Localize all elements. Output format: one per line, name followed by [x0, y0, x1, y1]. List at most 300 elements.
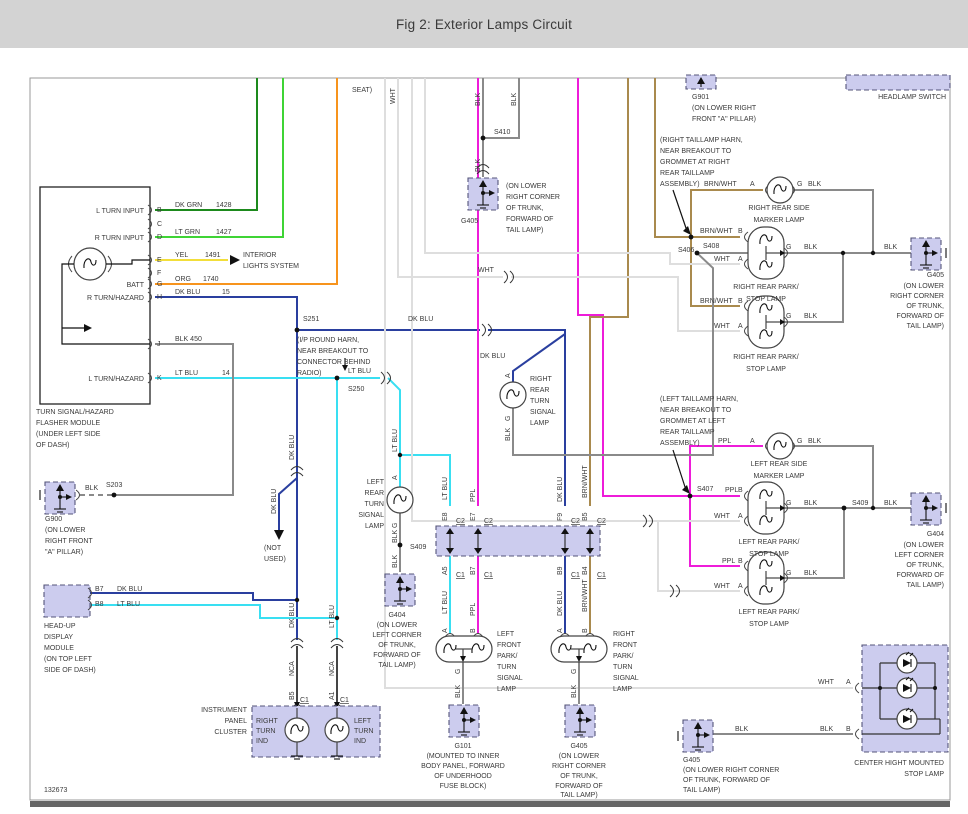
diagram-label: C	[157, 221, 163, 228]
ground-g404-right	[911, 493, 946, 525]
diagram-label: A	[557, 628, 564, 633]
diagram-label: C1	[340, 697, 349, 704]
diagram-label: OF TRUNK, FORWARD OF	[683, 777, 770, 784]
diagram-label: 1740	[203, 276, 219, 283]
splice-s406	[689, 235, 694, 240]
diagram-label: INSTRUMENT	[201, 707, 247, 714]
diagram-label: OF TRUNK,	[560, 773, 598, 780]
diagram-label: STOP LAMP	[746, 296, 786, 303]
diagram-label: R TURN/HAZARD	[86, 295, 144, 302]
diagram-label: LT BLU	[329, 604, 336, 628]
diagram-label: B	[846, 726, 851, 733]
diagram-label: OF TRUNK,	[378, 642, 416, 649]
diagram-label: (RIGHT TAILLAMP HARN,	[660, 137, 743, 144]
ground-g405-top	[468, 178, 498, 210]
diagram-label: 132673	[44, 787, 68, 794]
diagram-label: BLK	[455, 684, 462, 698]
diagram-label: LEFT	[497, 631, 515, 638]
diagram-label: BLK	[804, 570, 818, 577]
splice-s250	[335, 376, 340, 381]
diagram-label: G405	[683, 757, 701, 764]
diagram-label: G405	[461, 218, 479, 225]
diagram-label: G	[157, 281, 163, 288]
left-turn-indicator-bulb	[325, 718, 349, 742]
diagram-label: STOP LAMP	[749, 551, 789, 558]
diagram-label: 15	[222, 289, 230, 296]
diagram-label: LAMP	[364, 523, 384, 530]
diagram-label: TURN	[497, 664, 517, 671]
diagram-label: PARK/	[613, 653, 634, 660]
diagram-label: BATT	[126, 282, 144, 289]
diagram-label: FORWARD OF	[373, 652, 421, 659]
diagram-label: B8	[95, 601, 104, 608]
ground-g900	[40, 482, 80, 514]
diagram-label: BLK	[808, 181, 822, 188]
diagram-label: CLUSTER	[214, 729, 247, 736]
diagram-label: WHT	[714, 583, 730, 590]
diagram-label: (ON LOWER	[376, 622, 418, 629]
splice-s410	[481, 136, 486, 141]
diagram-label: S407	[697, 486, 714, 493]
diagram-label: LT BLU	[117, 601, 141, 608]
diagram-label: H	[157, 294, 163, 301]
diagram-label: IND	[256, 738, 269, 745]
diagram-label: WHT	[390, 88, 397, 104]
diagram-label: SIGNAL	[358, 512, 384, 519]
diagram-label: LT BLU	[175, 370, 199, 377]
diagram-label: DK BLU	[289, 434, 296, 460]
diagram-label: RADIO)	[297, 370, 322, 377]
diagram-label: PPL	[722, 558, 736, 565]
diagram-label: PARK/	[497, 653, 518, 660]
diagram-label: RIGHT	[256, 718, 278, 725]
diagram-label: B	[470, 628, 477, 633]
diagram-label: WHT	[478, 267, 494, 274]
diagram-label: S203	[106, 482, 123, 489]
diagram-label: A	[738, 513, 743, 520]
diagram-label: LEFT REAR PARK/	[738, 539, 800, 546]
diagram-label: WHT	[714, 513, 730, 520]
left-rear-side-marker-lamp	[767, 433, 793, 459]
diagram-label: D	[157, 234, 163, 241]
diagram-label: (ON LOWER	[903, 283, 944, 290]
diagram-label: A	[738, 256, 743, 263]
diagram-label: RIGHT	[613, 631, 635, 638]
interior-lights-arrow	[230, 255, 240, 265]
diagram-label: TURN	[364, 501, 384, 508]
diagram-label: S409	[852, 500, 869, 507]
diagram-label: MODULE	[44, 645, 74, 652]
diagram-label: G	[786, 244, 792, 251]
diagram-label: PANEL	[224, 718, 247, 725]
left-rear-park-stop-lamp-1	[748, 482, 785, 534]
diagram-label: (LEFT TAILLAMP HARN,	[660, 396, 739, 403]
right-rear-park-stop-lamp-1	[748, 227, 785, 279]
diagram-label: DK BLU	[480, 353, 506, 360]
splice-s409	[842, 506, 847, 511]
diagram-label: BLK	[820, 726, 834, 733]
diagram-label: A	[442, 628, 449, 633]
diagram-label: L TURN/HAZARD	[88, 376, 144, 383]
diagram-label: (ON LOWER	[903, 542, 944, 549]
diagram-label: F9	[557, 512, 564, 521]
left-front-park-turn-signal-lamp	[436, 636, 492, 662]
splice-s203	[112, 493, 117, 498]
diagram-label: BLK 450	[175, 336, 202, 343]
diagram-label: BRN/WHT	[582, 579, 589, 612]
diagram-label: B5	[289, 691, 296, 700]
diagram-label: NEAR BREAKOUT TO	[660, 407, 732, 414]
diagram-label: C2	[456, 518, 465, 525]
diagram-label: G	[392, 522, 399, 528]
diagram-label: BLK	[804, 244, 818, 251]
diagram-label: S250	[348, 386, 365, 393]
diagram-label: FRONT	[613, 642, 638, 649]
diagram-label: REAR TAILLAMP	[660, 170, 715, 177]
diagram-label: LEFT CORNER	[372, 632, 422, 639]
diagram-label: R TURN INPUT	[94, 235, 144, 242]
diagram-label: BLK	[884, 500, 898, 507]
diagram-label: BLK	[804, 500, 818, 507]
right-rear-side-marker-lamp	[767, 177, 793, 203]
diagram-label: BODY PANEL, FORWARD	[421, 763, 505, 770]
diagram-label: "A" PILLAR)	[45, 549, 84, 556]
splice-s407	[688, 494, 693, 499]
diagram-label: CONNECTOR BEHIND	[297, 359, 371, 366]
diagram-label: OF TRUNK,	[906, 303, 944, 310]
diagram-label: TAIL LAMP)	[906, 323, 944, 330]
diagram-label: BLK	[392, 529, 399, 543]
diagram-label: C2	[571, 518, 580, 525]
diagram-label: TAIL LAMP)	[560, 792, 598, 799]
diagram-label: BLK	[884, 244, 898, 251]
diagram-label: HEADLAMP SWITCH	[878, 94, 946, 101]
diagram-label: NEAR BREAKOUT TO	[297, 348, 369, 355]
diagram-label: S409	[410, 544, 427, 551]
diagram-label: OF UNDERHOOD	[434, 773, 492, 780]
diagram-label: PPL	[470, 602, 477, 616]
diagram-label: WHT	[714, 256, 730, 263]
diagram-label: E	[157, 257, 162, 264]
diagram-label: 1491	[205, 252, 221, 259]
diagram-label: RIGHT REAR PARK/	[733, 354, 799, 361]
diagram-label: 1427	[216, 229, 232, 236]
connector-c1-c2	[436, 526, 600, 556]
diagram-label: A1	[329, 691, 336, 700]
diagram-label: (ON TOP LEFT	[44, 656, 92, 663]
diagram-label: RIGHT CORNER	[890, 293, 944, 300]
diagram-label: FORWARD OF	[506, 216, 554, 223]
diagram-label: DK BLU	[289, 602, 296, 628]
diagram-label: FRONT "A" PILLAR)	[692, 116, 756, 123]
splice-s408	[695, 251, 700, 256]
diagram-label: B	[738, 228, 743, 235]
diagram-label: MARKER LAMP	[753, 473, 805, 480]
diagram-label: BLK	[392, 554, 399, 568]
diagram-label: TAIL LAMP)	[378, 662, 416, 669]
diagram-label: B9	[557, 566, 564, 575]
diagram-label: PPL	[725, 487, 739, 494]
diagram-label: OF TRUNK,	[506, 205, 544, 212]
diagram-label: LIGHTS SYSTEM	[243, 263, 300, 270]
diagram-label: LEFT REAR SIDE	[750, 461, 808, 468]
diagram-label: G	[797, 438, 803, 445]
diagram-label: 14	[222, 370, 230, 377]
diagram-label: RIGHT	[530, 376, 552, 383]
diagram-label: FORWARD OF	[555, 783, 603, 790]
diagram-label: (ON LOWER	[45, 527, 86, 534]
diagram-label: BRN/WHT	[582, 465, 589, 498]
diagram-label: WHT	[818, 679, 834, 686]
diagram-label: BLK	[735, 726, 749, 733]
diagram-label: BLK	[808, 438, 822, 445]
diagram-label: A	[505, 373, 512, 378]
diagram-label: B7	[95, 586, 104, 593]
diagram-label: G	[505, 415, 512, 421]
diagram-label: G404	[926, 531, 944, 538]
diagram-label: DK BLU	[175, 289, 201, 296]
diagram-label: GROMMET AT LEFT	[660, 418, 726, 425]
diagram-label: B	[738, 487, 743, 494]
diagram-label: A	[738, 323, 743, 330]
diagram-label: G901	[692, 94, 710, 101]
diagram-label: BLK	[475, 92, 482, 106]
diagram-label: STOP LAMP	[746, 366, 786, 373]
diagram-label: LT BLU	[442, 476, 449, 500]
diagram-label: C2	[597, 518, 606, 525]
diagram-label: ASSEMBLY)	[660, 181, 700, 188]
diagram-label: 1428	[216, 202, 232, 209]
diagram-label: (ON LOWER	[558, 753, 600, 760]
diagram-label: ASSEMBLY)	[660, 440, 700, 447]
right-rear-park-stop-lamp-2	[748, 296, 785, 348]
diagram-label: (MOUNTED TO INNER	[426, 753, 500, 760]
diagram-label: BLK	[85, 485, 99, 492]
diagram-label: C1	[456, 572, 465, 579]
diagram-label: B	[738, 558, 743, 565]
diagram-label: G	[571, 668, 578, 674]
diagram-label: FLASHER MODULE	[36, 420, 101, 427]
wire-dk-grn-1428	[155, 78, 257, 210]
diagram-label: RIGHT CORNER	[552, 763, 606, 770]
diagram-label: FORWARD OF	[896, 572, 944, 579]
diagram-label: OF TRUNK,	[906, 562, 944, 569]
diagram-label: G404	[388, 612, 406, 619]
diagram-label: DK GRN	[175, 202, 203, 209]
diagram-label: PPL	[718, 438, 732, 445]
diagram-label: G405	[926, 272, 944, 279]
diagram-label: A	[392, 475, 399, 480]
diagram-label: TAIL LAMP)	[683, 787, 721, 794]
diagram-label: FORWARD OF	[896, 313, 944, 320]
ground-g405-right	[911, 238, 946, 270]
diagram-label: F	[157, 270, 162, 277]
diagram-label: E8	[442, 512, 449, 521]
diagram-label: BLK	[475, 158, 482, 172]
diagram-label: DK BLU	[408, 316, 434, 323]
diagram-label: (ON LOWER	[506, 183, 547, 190]
diagram-label: (ON LOWER RIGHT CORNER	[683, 767, 780, 774]
wires	[77, 78, 911, 734]
diagram-label: RIGHT REAR SIDE	[748, 205, 810, 212]
diagram-label: G	[455, 668, 462, 674]
diagram-label: LEFT REAR PARK/	[738, 609, 800, 616]
diagram-label: S408	[703, 243, 720, 250]
diagram-label: FRONT	[497, 642, 522, 649]
bottom-band	[30, 801, 950, 807]
diagram-label: G101	[454, 743, 472, 750]
diagram-label: C2	[484, 518, 493, 525]
diagram-label: L TURN INPUT	[96, 208, 144, 215]
diagram-label: G900	[45, 516, 63, 523]
left-rear-park-stop-lamp-2	[748, 552, 785, 604]
diagram-label: NCA	[289, 661, 296, 676]
diagram-label: S251	[303, 316, 320, 323]
diagram-label: C1	[484, 572, 493, 579]
diagram-label: (I/P ROUND HARN,	[297, 337, 360, 344]
diagram-label: B	[157, 207, 162, 214]
diagram-label: USED)	[264, 556, 286, 563]
not-used-arrow	[274, 530, 284, 540]
diagram-label: BLK	[511, 92, 518, 106]
diagram-label: WHT	[714, 323, 730, 330]
diagram-label: G405	[570, 743, 588, 750]
diagram-label: STOP LAMP	[904, 771, 944, 778]
diagram-label: SEAT)	[352, 87, 373, 94]
diagram-label: LT BLU	[442, 590, 449, 614]
diagram-label: RIGHT REAR PARK/	[733, 284, 799, 291]
diagram-label: OF DASH)	[36, 442, 70, 449]
ground-g901	[686, 75, 716, 89]
diagram-label: TAIL LAMP)	[906, 582, 944, 589]
diagram-label: C1	[300, 697, 309, 704]
diagram-label: DK BLU	[117, 586, 143, 593]
diagram-label: G	[797, 181, 803, 188]
diagram-label: TURN	[530, 398, 550, 405]
diagram-label: TURN	[256, 728, 276, 735]
left-rear-turn-signal-lamp	[387, 487, 413, 513]
diagram-label: C1	[597, 572, 606, 579]
diagram-label: (NOT	[264, 545, 282, 552]
figure-title: Fig 2: Exterior Lamps Circuit	[395, 16, 573, 32]
wire-blk	[77, 78, 911, 734]
diagram-label: DISPLAY	[44, 634, 74, 641]
diagram-label: A	[750, 438, 755, 445]
center-high-mounted-stop-lamp	[862, 645, 948, 752]
diagram-label: BLK	[505, 427, 512, 441]
diagram-label: TURN SIGNAL/HAZARD	[36, 409, 114, 416]
ground-g404-mid	[385, 574, 415, 606]
diagram-label: RIGHT FRONT	[45, 538, 93, 545]
diagram-label: REAR TAILLAMP	[660, 429, 715, 436]
ground-g101	[449, 705, 479, 737]
diagram-label: (UNDER LEFT SIDE	[36, 431, 101, 438]
diagram-label: LEFT	[354, 718, 372, 725]
diagram-label: LT GRN	[175, 229, 201, 236]
diagram-label: BLK	[804, 313, 818, 320]
diagram-label: REAR	[364, 490, 384, 497]
diagram-label: BRN/WHT	[700, 298, 733, 305]
right-rear-turn-signal-lamp	[500, 382, 526, 408]
splice-s251	[295, 328, 300, 333]
diagram-label: J	[157, 341, 161, 348]
diagram-label: DK BLU	[557, 590, 564, 616]
diagram-label: DK BLU	[271, 488, 278, 514]
wire-lt-grn-1427	[155, 78, 283, 237]
diagram-label: K	[157, 375, 162, 382]
diagram-label: A	[846, 679, 851, 686]
diagram-label: B	[582, 628, 589, 633]
diagram-label: BRN/WHT	[700, 228, 733, 235]
diagram-label: MARKER LAMP	[753, 217, 805, 224]
diagram-label: TAIL LAMP)	[506, 227, 544, 234]
headlamp-switch	[846, 75, 950, 90]
diagram-label: SIGNAL	[530, 409, 556, 416]
diagram-label: LAMP	[497, 686, 517, 693]
diagram-label: CENTER HIGHT MOUNTED	[854, 760, 944, 767]
ground-g405-bottom-center	[565, 705, 595, 737]
diagram-label: GROMMET AT RIGHT	[660, 159, 731, 166]
diagram-label: STOP LAMP	[749, 621, 789, 628]
diagram-label: NCA	[329, 661, 336, 676]
diagram-label: IND	[354, 738, 367, 745]
diagram-label: LAMP	[613, 686, 633, 693]
wire-wht	[385, 78, 853, 688]
diagram-label: B	[738, 298, 743, 305]
diagram-label: B4	[582, 566, 589, 575]
diagram-label: SIGNAL	[613, 675, 639, 682]
diagram-label: G	[786, 570, 792, 577]
diagram-label: BLK	[571, 684, 578, 698]
diagram-label: LT BLU	[392, 428, 399, 452]
diagram-label: S406	[678, 247, 695, 254]
diagram-label: (ON LOWER RIGHT	[692, 105, 757, 112]
diagram-label: DK BLU	[557, 476, 564, 502]
diagram-label: LAMP	[530, 420, 550, 427]
diagram-label: A	[750, 181, 755, 188]
diagram-label: E7	[470, 512, 477, 521]
diagram-label: PPL	[470, 488, 477, 502]
diagram-label: G	[786, 500, 792, 507]
diagram-label: REAR	[530, 387, 550, 394]
diagram-label: TURN	[613, 664, 633, 671]
diagram-label: LT BLU	[348, 368, 372, 375]
head-up-display-module	[44, 585, 92, 617]
right-front-park-turn-signal-lamp	[551, 636, 607, 662]
diagram-label: B7	[470, 566, 477, 575]
diagram-label: INTERIOR	[243, 252, 277, 259]
diagram-label: SIGNAL	[497, 675, 523, 682]
diagram-label: RIGHT CORNER	[506, 194, 560, 201]
diagram-label: BRN/WHT	[704, 181, 737, 188]
diagram-label: A	[738, 583, 743, 590]
ground-g405-bottom-right	[678, 720, 713, 752]
diagram-label: TURN	[354, 728, 374, 735]
diagram-label: NEAR BREAKOUT TO	[660, 148, 732, 155]
diagram-label: G	[786, 313, 792, 320]
diagram-label: S410	[494, 129, 511, 136]
diagram-label: YEL	[175, 252, 189, 259]
diagram-label: A5	[442, 566, 449, 575]
diagram-label: C1	[571, 572, 580, 579]
diagram-label: ORG	[175, 276, 191, 283]
diagram-label: LEFT CORNER	[894, 552, 944, 559]
diagram-label: B5	[582, 512, 589, 521]
right-turn-indicator-bulb	[285, 718, 309, 742]
diagram-label: LEFT	[366, 479, 384, 486]
diagram-label: SIDE OF DASH)	[44, 667, 96, 674]
diagram-label: HEAD-UP	[44, 623, 76, 630]
